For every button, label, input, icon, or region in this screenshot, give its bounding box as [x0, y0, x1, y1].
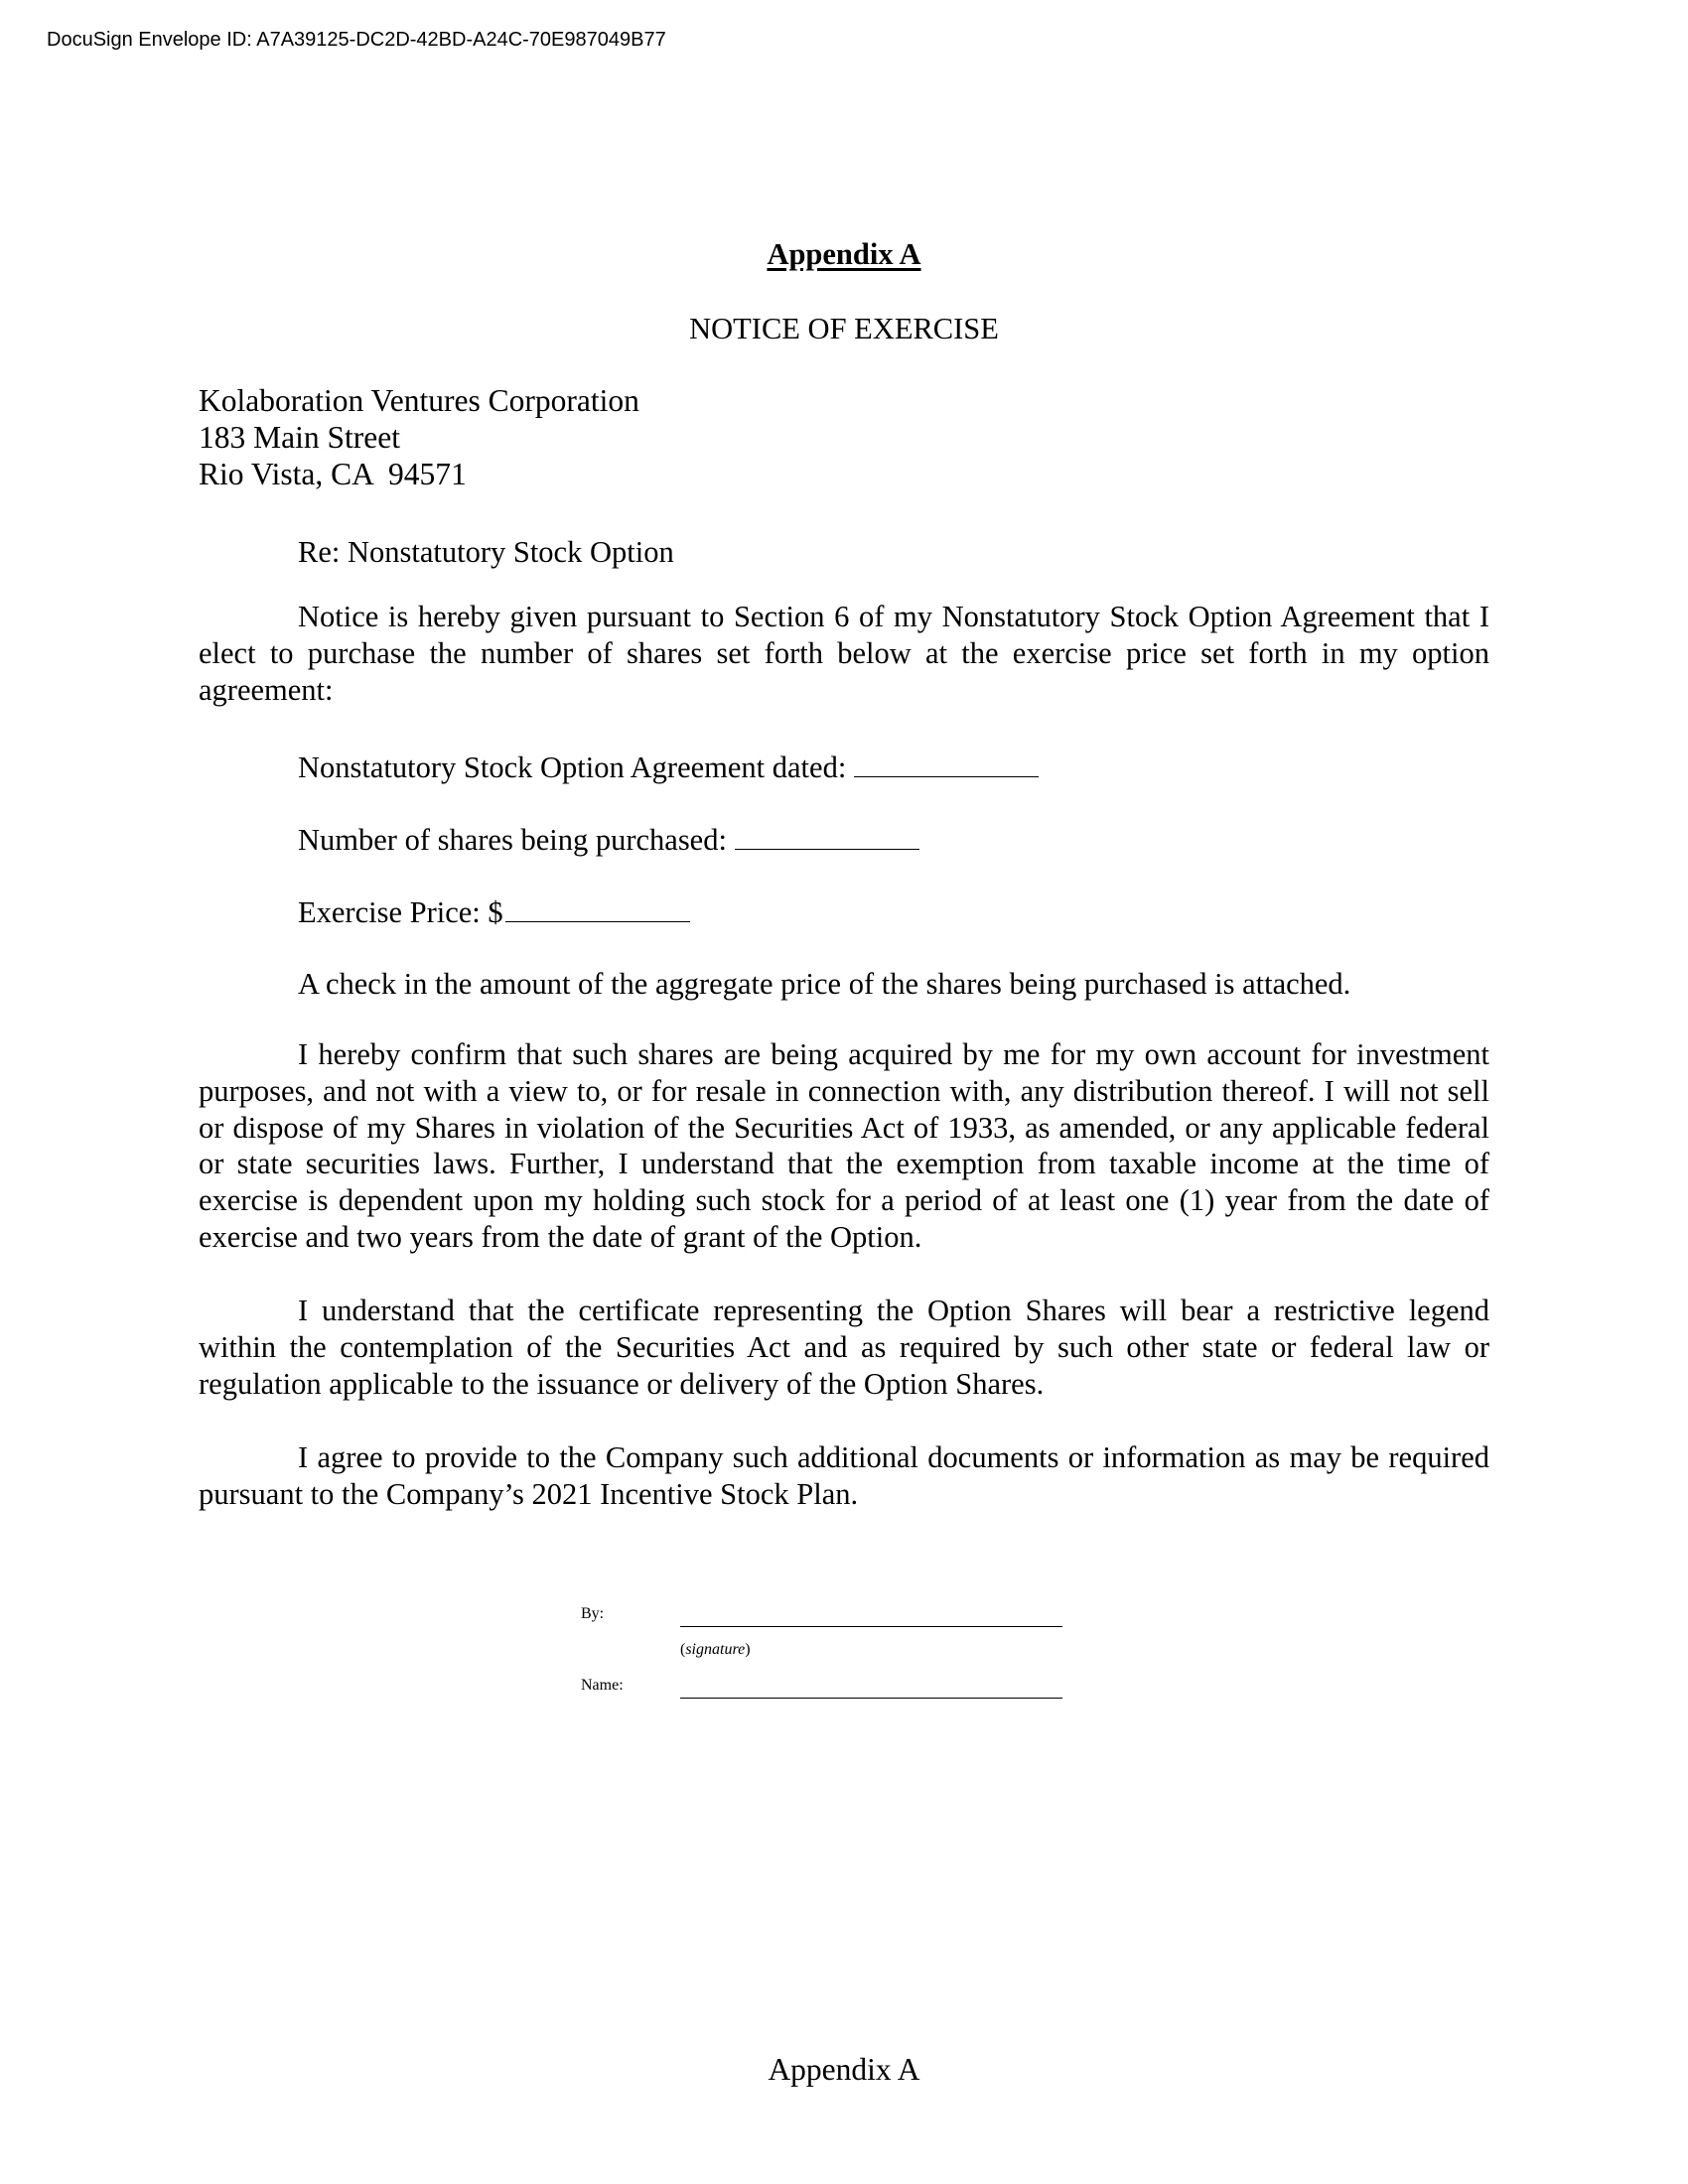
by-label: By: [581, 1605, 605, 1622]
recipient-address [199, 382, 639, 492]
re-line: Re: Nonstatutory Stock Option [298, 535, 674, 569]
address-street: 183 Main Street [199, 420, 400, 455]
exercise-price-blank[interactable] [505, 891, 690, 922]
shares-purchased-label: Number of shares being purchased: [298, 823, 727, 857]
document-title [199, 234, 1489, 274]
signature-caption: (signature) [680, 1641, 751, 1658]
legend-paragraph: I understand that the certificate representing the Option Shares will bear a restrictive legend within the contemplation of the Securities Act and as required by such other state or federal law or regulation applicable to the issuance or delivery of the Option Shares. [199, 1294, 1489, 1401]
address-company: Kolaboration Ventures Corporation [199, 383, 639, 418]
address-city-state-zip: Rio Vista, CA 94571 [199, 457, 467, 491]
exercise-price-field [298, 891, 690, 932]
page-footer: Appendix A [768, 2052, 920, 2087]
name-label: Name: [581, 1677, 624, 1694]
signature-line[interactable] [680, 1626, 1062, 1627]
agreement-dated-field [298, 747, 1039, 787]
shares-purchased-blank[interactable] [735, 819, 919, 850]
signature-caption-text: signature [685, 1641, 746, 1658]
confirm-paragraph: I hereby confirm that such shares are being acquired by me for my own account for investment purposes, and not with a view to, or for resale in connection with, any distribution thereof. I will not sell or dispose of my Shares in violation of the Securities Act of 1933, as amended, or any applicable federal or state securities laws. Further, I understand that the exemption from taxable income at the time of exercise is dependent upon my holding such stock for a period of at least one (1) year from the date of exercise and two years from the date of grant of the Option. [199, 1037, 1489, 1254]
document-title-text: Appendix A [767, 237, 921, 271]
check-paragraph: A check in the amount of the aggregate price of the shares being purchased is attached. [298, 967, 1351, 1001]
agreement-dated-label: Nonstatutory Stock Option Agreement dated: [298, 751, 847, 784]
exercise-price-label: Exercise Price: $ [298, 895, 503, 929]
name-line[interactable] [680, 1698, 1062, 1699]
shares-purchased-field [298, 819, 919, 860]
intro-paragraph: Notice is hereby given pursuant to Section 6 of my Nonstatutory Stock Option Agreement that I elect to purchase the number of shares set forth below at the exercise price set forth in my option agreement: [199, 600, 1489, 707]
document-subtitle: NOTICE OF EXERCISE [689, 312, 999, 345]
agreement-dated-blank[interactable] [854, 747, 1039, 777]
docusign-envelope-id: DocuSign Envelope ID: A7A39125-DC2D-42BD-A24C-70E987049B77 [47, 29, 666, 51]
agree-paragraph: I agree to provide to the Company such additional documents or information as may be required pursuant to the Company’s 2021 Incentive Stock Plan. [199, 1440, 1489, 1511]
